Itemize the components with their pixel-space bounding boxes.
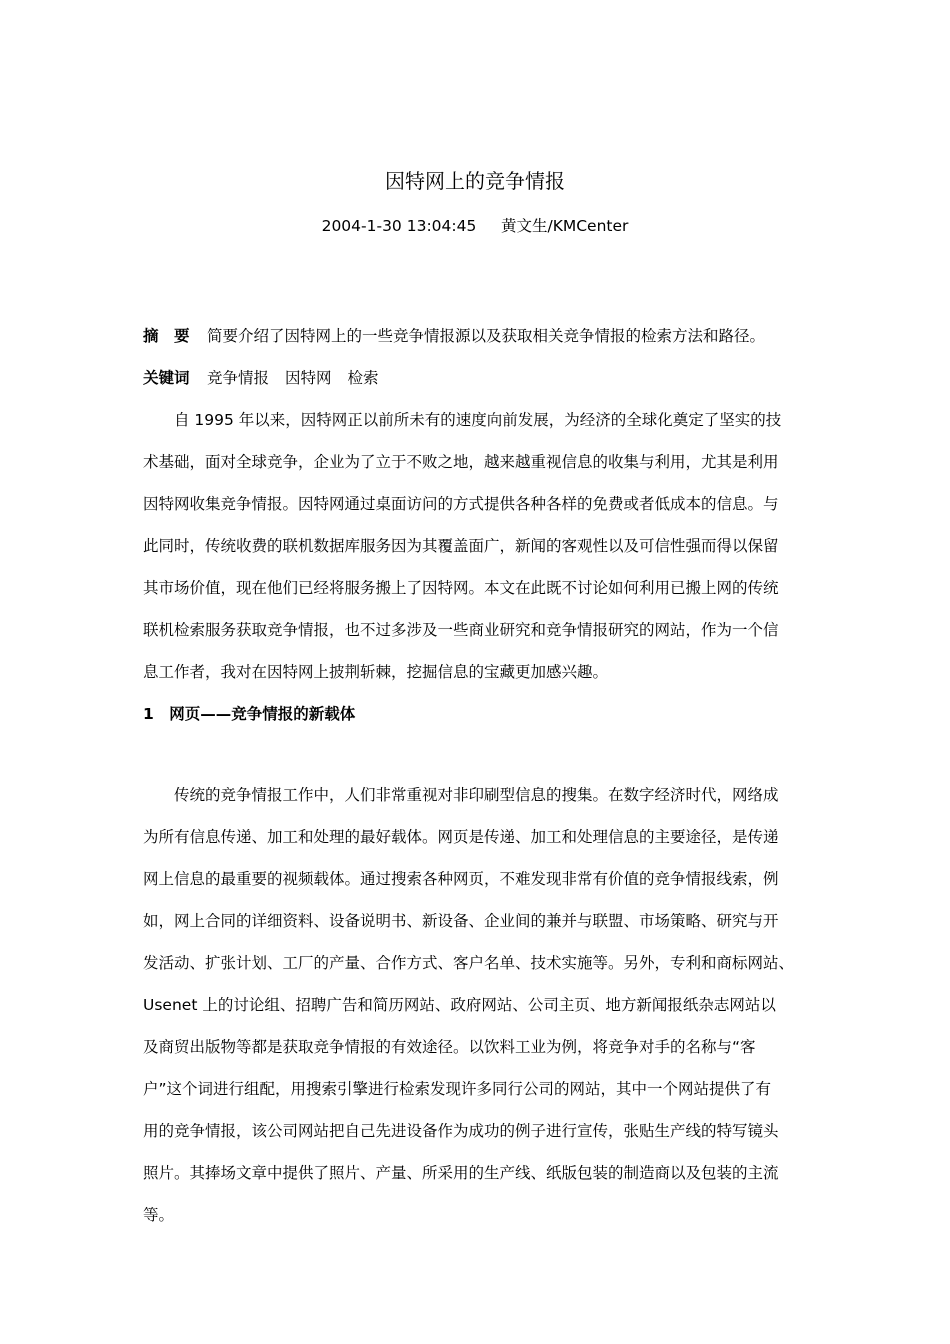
section-heading: 1 网页——竞争情报的新载体 bbox=[143, 705, 356, 723]
keyword: 因特网 bbox=[285, 369, 332, 387]
keyword: 竞争情报 bbox=[207, 369, 270, 387]
paragraph-line: 等。 bbox=[143, 1206, 175, 1224]
abstract bbox=[143, 326, 765, 346]
paragraph-line: 网上信息的最重要的视频载体。通过搜索各种网页，不难发现非常有价值的竞争情报线索，例 bbox=[143, 870, 779, 888]
keyword: 检索 bbox=[347, 369, 379, 387]
abstract-label: 摘 要 bbox=[143, 327, 190, 345]
paragraph-line: 如，网上合同的详细资料、设备说明书、新设备、企业间的兼并与联盟、市场策略、研究与开 bbox=[143, 912, 779, 930]
paragraph-line: Usenet 上的讨论组、招聘广告和简历网站、政府网站、公司主页、地方新闻报纸杂志网站以 bbox=[143, 996, 776, 1014]
keywords bbox=[143, 368, 395, 388]
article-title: 因特网上的竞争情报 bbox=[385, 169, 565, 193]
paragraph-line: 联机检索服务获取竞争情报，也不过多涉及一些商业研究和竞争情报研究的网站，作为一个信 bbox=[143, 621, 779, 639]
abstract-text: 简要介绍了因特网上的一些竞争情报源以及获取相关竞争情报的检索方法和路径。 bbox=[207, 327, 766, 345]
paragraph-section1 bbox=[143, 785, 823, 1247]
paragraph-line: 因特网收集竞争情报。因特网通过桌面访问的方式提供各种各样的免费或者低成本的信息。与 bbox=[143, 495, 779, 513]
paragraph-line: 其市场价值，现在他们已经将服务搬上了因特网。本文在此既不讨论如何利用已搬上网的传统 bbox=[143, 579, 779, 597]
paragraph-line: 户”这个词进行组配，用搜索引擎进行检索发现许多同行公司的网站，其中一个网站提供了有 bbox=[143, 1080, 772, 1098]
article-meta: 2004-1-30 13:04:45 黄文生/KMCenter bbox=[321, 217, 629, 235]
paragraph-intro bbox=[143, 410, 823, 704]
paragraph-line: 为所有信息传递、加工和处理的最好载体。网页是传递、加工和处理信息的主要途径，是传递 bbox=[143, 828, 779, 846]
keywords-label: 关键词 bbox=[143, 369, 190, 387]
paragraph-line: 息工作者，我对在因特网上披荆斩棘，挖掘信息的宝藏更加感兴趣。 bbox=[143, 663, 609, 681]
paragraph-line: 传统的竞争情报工作中，人们非常重视对非印刷型信息的搜集。在数字经济时代，网络成 bbox=[174, 786, 779, 804]
paragraph-line: 及商贸出版物等都是获取竞争情报的有效途径。以饮料工业为例，将竞争对手的名称与“客 bbox=[143, 1038, 756, 1056]
paragraph-line: 此同时，传统收费的联机数据库服务因为其覆盖面广，新闻的客观性以及可信性强而得以保留 bbox=[143, 537, 779, 555]
paragraph-line: 发活动、扩张计划、工厂的产量、合作方式、客户名单、技术实施等。另外，专利和商标网站、 bbox=[143, 954, 795, 972]
paragraph-line: 用的竞争情报，该公司网站把自己先进设备作为成功的例子进行宣传，张贴生产线的特写镜头 bbox=[143, 1122, 779, 1140]
paragraph-line: 照片。其捧场文章中提供了照片、产量、所采用的生产线、纸版包装的制造商以及包装的主流 bbox=[143, 1164, 779, 1182]
paragraph-line: 自 1995 年以来，因特网正以前所未有的速度向前发展，为经济的全球化奠定了坚实的技 bbox=[174, 411, 782, 429]
paragraph-line: 术基础，面对全球竞争，企业为了立于不败之地，越来越重视信息的收集与利用，尤其是利用 bbox=[143, 453, 779, 471]
